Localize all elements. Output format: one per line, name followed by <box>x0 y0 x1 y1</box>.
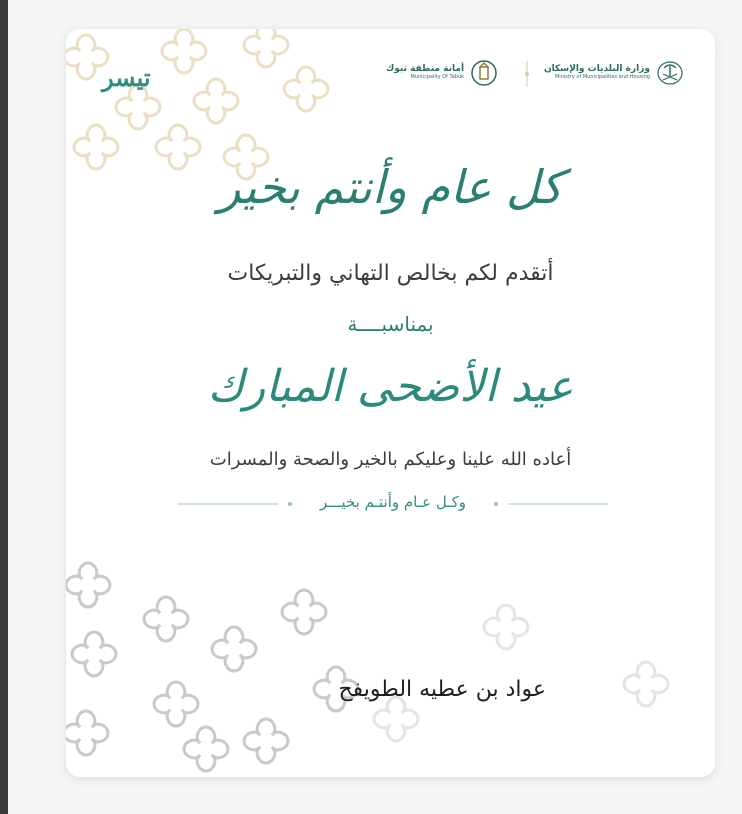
greeting-line: أتقدم لكم بخالص التهاني والتبريكات <box>227 261 554 286</box>
divider <box>178 492 608 514</box>
calligraphy-eid: عيد الأضحى المبارك <box>207 361 574 412</box>
municipality-logo <box>386 53 498 93</box>
window-edge <box>0 0 8 814</box>
sender-name: عواد بن عطيه الطويفح <box>338 677 546 702</box>
ministry-name-ar: وزارة البلديات والإسكان <box>544 64 650 75</box>
calligraphy-greeting: كل عام وأنتم بخير <box>218 160 563 214</box>
municipality-seal-icon <box>470 59 498 87</box>
logo-separator <box>521 59 533 89</box>
municipality-name-en: Municipality Of Tabuk <box>410 74 465 81</box>
occasion-intro: بمناسبــــة <box>347 312 434 336</box>
divider-text: وكـل عـام وأنتـم بخيـــر <box>320 493 466 511</box>
palm-swords-emblem-icon <box>656 59 684 87</box>
ministry-name-en: Ministry of Municipalities and Housing <box>554 74 650 81</box>
ministry-logo <box>544 53 684 93</box>
municipality-name-ar: أمانة منطقة تبوك <box>386 64 465 75</box>
greeting-card <box>66 29 715 777</box>
wish-line: أعاده الله علينا وعليكم بالخير والصحة والمسرات <box>209 449 572 470</box>
brand-logo: تيسر <box>102 63 151 92</box>
